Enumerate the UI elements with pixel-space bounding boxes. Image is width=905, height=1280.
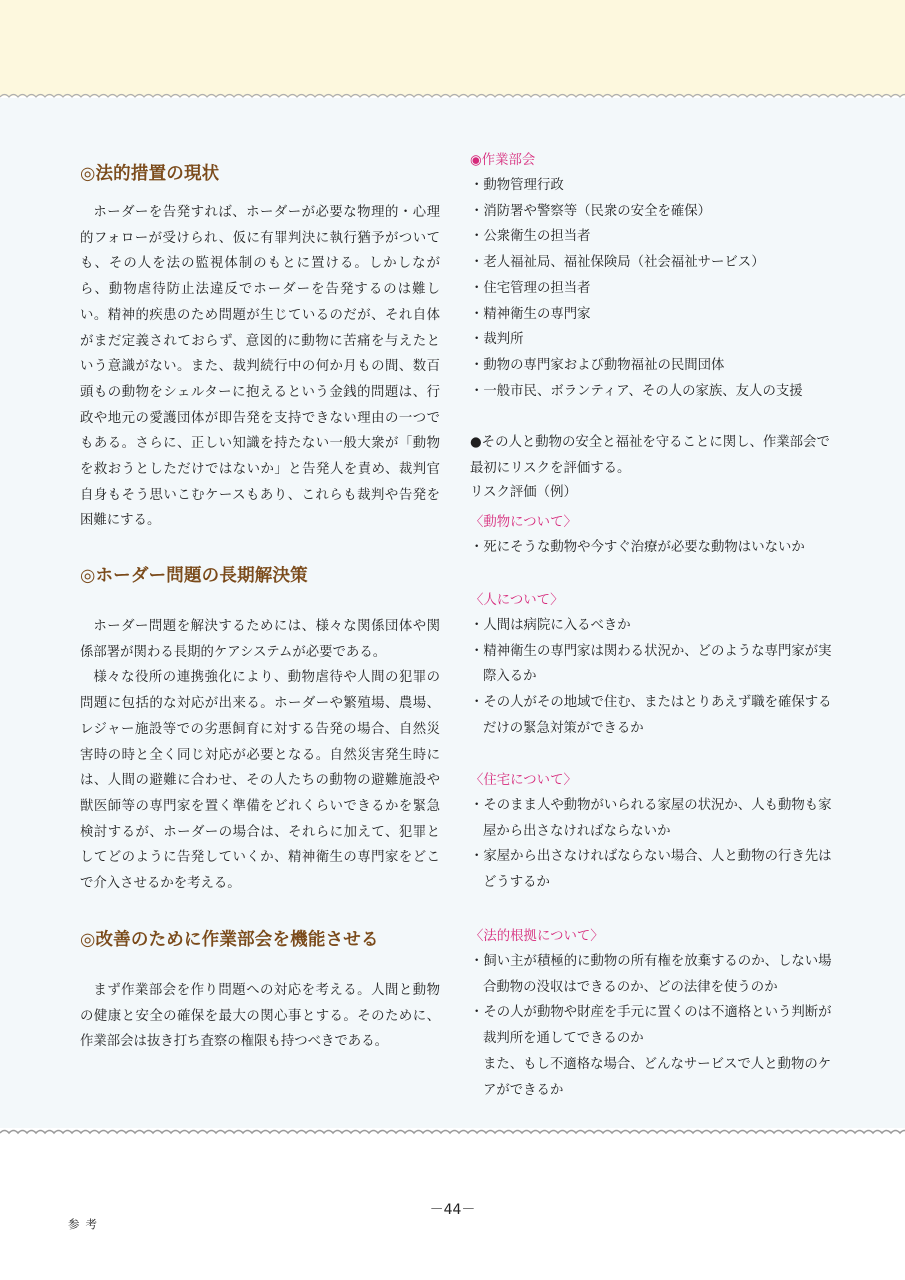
list-item: ・そのまま人や動物がいられる家屋の状況か、人も動物も家屋から出さなければならないか	[470, 798, 832, 839]
list-item: ・公衆衛生の担当者	[470, 229, 591, 245]
list-item: ・精神衛生の専門家	[470, 306, 591, 322]
risk-label: リスク評価（例）	[470, 485, 577, 501]
list-item: ・家屋から出さなければならない場合、人と動物の行き先はどうするか	[470, 849, 832, 891]
page-number: －44－	[429, 1202, 476, 1218]
working-group-title: ◉作業部会	[470, 153, 536, 168]
people-list	[470, 613, 840, 742]
legal-title: 〈法的根拠について〉	[470, 929, 604, 944]
list-item: ・消防署や警察等（民衆の安全を確保）	[470, 203, 712, 219]
animals-block	[470, 510, 840, 561]
list-item: ・その人が動物や財産を手元に置くのは不適格という判断が裁判所を通してできるのか	[470, 1005, 832, 1047]
list-item: ・精神衛生の専門家は関わる状況か、どのような専門家が実際入るか	[470, 643, 832, 685]
list-item: ・裁判所	[470, 332, 524, 348]
section-body-working-group: まず作業部会を作り問題への対応を考える。人間と動物の健康と安全の確保を最大の関心事とする。そのために、作業部会は抜き打ち査察の権限も持つべきである。	[80, 983, 440, 1050]
bottom-wave-border	[0, 1124, 905, 1138]
housing-block	[470, 768, 840, 896]
people-block	[470, 588, 840, 742]
list-item: ・飼い主が積極的に動物の所有権を放棄するのか、しない場合動物の没収はできるのか、どの法律を使うのか	[470, 954, 832, 995]
header-band	[0, 0, 905, 96]
legal-block	[470, 924, 840, 1103]
animals-list	[470, 535, 840, 561]
paragraph: ホーダー問題を解決するためには、様々な関係団体や関係部署が関わる長期的ケアシステムが必要である。	[80, 619, 440, 660]
list-item: ・住宅管理の担当者	[470, 280, 591, 296]
list-item: ・動物の専門家および動物福祉の民間団体	[470, 357, 725, 373]
section-title-legal-status: ◎法的措置の現状	[80, 164, 220, 184]
risk-intro-block	[470, 430, 840, 505]
working-group-block	[470, 148, 840, 404]
section-body-legal-status: ホーダーを告発すれば、ホーダーが必要な物理的・心理的フォローが受けられ、仮に有罪判決に執行猶予がついても、その人を法の監視体制のもとに置ける。しかしながら、動物虐待防止法違反でホーダーを告発するのは難しい。精神的疾患のため問題が生じているのだが、それ自体がまだ定義されておらず、意図的に動物に苦痛を与えたという意識がない。また、裁判続行中の何か月もの間、数百頭もの動物をシェルターに抱えるという金銭的問題は、行政や地元の愛護団体が即告発を支持できない理由の一つでもある。さらに、正しい知識を持たない一般大衆が「動物を救おうとしただけではないか」と告発人を責め、裁判官自身もそう思いこむケースもあり、これらも裁判や告発を困難にする。	[80, 205, 440, 529]
legal-note: また、もし不適格な場合、どんなサービスで人と動物のケアができるか	[483, 1056, 832, 1098]
list-item: ・一般市民、ボランティア、その人の家族、友人の支援	[470, 383, 803, 399]
people-title: 〈人について〉	[470, 593, 564, 608]
paragraph: 様々な役所の連携強化により、動物虐待や人間の犯罪の問題に包括的な対応が出来る。ホーダーや繁殖場、農場、レジャー施設等での劣悪飼育に対する告発の場合、自然災害時の時と全く同じ対応が必要となる。自然災害発生時には、人間の避難に合わせ、その人たちの動物の避難施設や獣医師等の専門家を置く準備をどれくらいできるかを緊急検討するが、ホーダーの場合は、それらに加えて、犯罪としてどのように告発していくか、精神衛生の専門家をどこで介入させるかを考える。	[80, 670, 440, 892]
section-body-long-term-solutions	[80, 614, 440, 897]
list-item: ・死にそうな動物や今すぐ治療が必要な動物はいないか	[470, 540, 805, 555]
footer-label: 参考	[68, 1217, 103, 1231]
risk-intro-text: ●その人と動物の安全と福祉を守ることに関し、作業部会で最初にリスクを評価する。	[470, 435, 830, 476]
housing-list	[470, 793, 840, 896]
legal-list	[470, 949, 840, 1052]
animals-title: 〈動物について〉	[470, 515, 577, 530]
list-item: ・人間は病院に入るべきか	[470, 618, 631, 633]
list-item: ・その人がその地域で住む、またはとりあえず職を確保するだけの緊急対策ができるか	[470, 695, 832, 736]
housing-title: 〈住宅について〉	[470, 773, 577, 788]
list-item: ・老人福祉局、福祉保険局（社会福祉サービス）	[470, 255, 765, 271]
list-item: ・動物管理行政	[470, 178, 564, 193]
working-group-list	[470, 173, 840, 404]
section-title-long-term-solutions: ◎ホーダー問題の長期解決策	[80, 566, 308, 586]
section-title-working-group: ◎改善のために作業部会を機能させる	[80, 930, 379, 950]
